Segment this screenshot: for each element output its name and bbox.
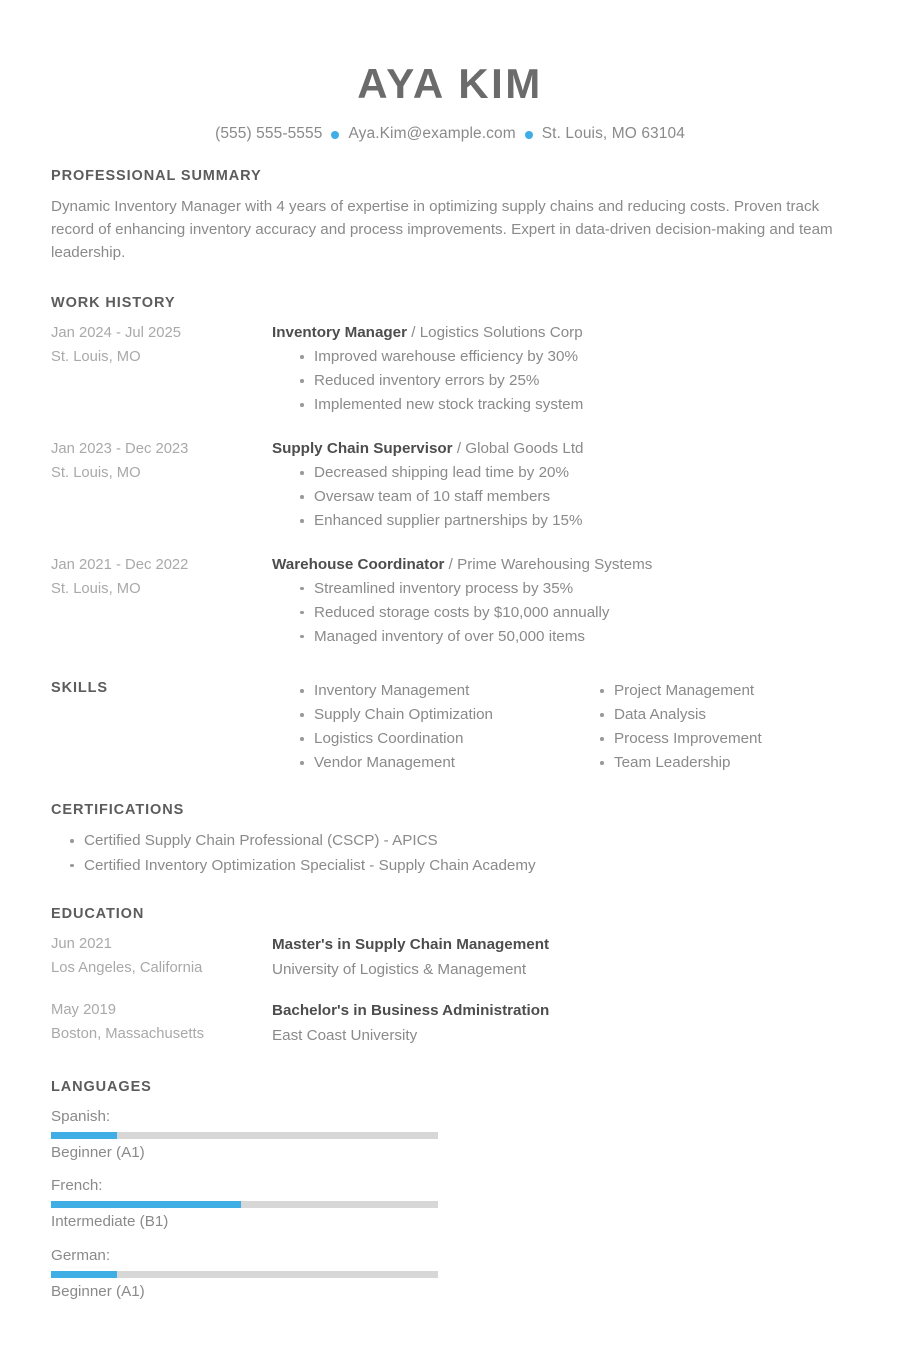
skills-column-right bbox=[572, 679, 872, 775]
language-proficiency-bar bbox=[51, 1201, 438, 1208]
education-entry bbox=[51, 999, 849, 1048]
work-bullet: Improved warehouse efficiency by 30% bbox=[300, 345, 849, 369]
work-dates: Jan 2023 - Dec 2023 bbox=[51, 441, 189, 458]
education-entry-meta bbox=[51, 999, 272, 1048]
skills-columns bbox=[272, 679, 872, 775]
work-separator: / bbox=[407, 324, 420, 342]
education-entry-body bbox=[272, 933, 849, 982]
contact-line bbox=[0, 125, 900, 143]
education-school: East Coast University bbox=[272, 1027, 418, 1045]
work-entry bbox=[51, 322, 849, 417]
work-dates: Jan 2021 - Dec 2022 bbox=[51, 557, 189, 574]
work-position: Inventory Manager bbox=[272, 324, 408, 342]
language-proficiency-bar bbox=[51, 1132, 438, 1139]
skill-item: Inventory Management bbox=[300, 679, 572, 703]
skill-item: Team Leadership bbox=[600, 751, 872, 775]
language-proficiency-fill bbox=[51, 1201, 241, 1208]
section-heading-education: EDUCATION bbox=[51, 906, 145, 923]
work-entry-meta bbox=[51, 322, 272, 417]
work-location: St. Louis, MO bbox=[51, 465, 141, 482]
education-location: Boston, Massachusetts bbox=[51, 1026, 204, 1043]
candidate-name: AYA KIM bbox=[357, 60, 543, 107]
skill-item: Project Management bbox=[600, 679, 872, 703]
skills-row bbox=[51, 679, 849, 775]
work-entry-meta bbox=[51, 554, 272, 649]
work-headline bbox=[272, 322, 849, 345]
language-item bbox=[51, 1245, 451, 1304]
skill-item: Data Analysis bbox=[600, 703, 872, 727]
skills-column-left bbox=[272, 679, 572, 775]
work-bullet: Managed inventory of over 50,000 items bbox=[300, 625, 849, 649]
bullet-separator-icon bbox=[331, 131, 339, 139]
professional-summary-section bbox=[51, 168, 849, 264]
work-company: Prime Warehousing Systems bbox=[457, 556, 653, 574]
education-school: University of Logistics & Management bbox=[272, 960, 527, 978]
work-bullet-list bbox=[272, 577, 849, 649]
work-bullet: Implemented new stock tracking system bbox=[300, 393, 849, 417]
section-heading-certifications: CERTIFICATIONS bbox=[51, 801, 185, 818]
resume-header bbox=[0, 0, 900, 143]
work-bullet: Oversaw team of 10 staff members bbox=[300, 485, 849, 509]
language-name: German: bbox=[51, 1246, 111, 1264]
location: St. Louis, MO 63104 bbox=[541, 125, 685, 143]
language-proficiency-fill bbox=[51, 1271, 117, 1278]
education-entry bbox=[51, 933, 849, 982]
work-position: Warehouse Coordinator bbox=[272, 556, 445, 574]
work-headline bbox=[272, 438, 849, 461]
work-entry bbox=[51, 554, 849, 649]
work-location: St. Louis, MO bbox=[51, 581, 141, 598]
education-date: Jun 2021 bbox=[51, 936, 112, 953]
work-bullet: Decreased shipping lead time by 20% bbox=[300, 461, 849, 485]
certification-item: Certified Inventory Optimization Specialist - Supply Chain Academy bbox=[70, 854, 849, 879]
skills-list-left bbox=[272, 679, 572, 775]
section-heading-skills: SKILLS bbox=[51, 679, 108, 696]
work-entry-meta bbox=[51, 438, 272, 533]
certifications-list bbox=[51, 829, 849, 878]
work-bullet: Reduced storage costs by $10,000 annually bbox=[300, 601, 849, 625]
work-company: Logistics Solutions Corp bbox=[419, 324, 583, 342]
summary-text: Dynamic Inventory Manager with 4 years of expertise in optimizing supply chains and reducing costs. Proven track record of enhancing inventory accuracy and process improvements. Expert in data-driven decision-making and team leadership. bbox=[51, 198, 833, 262]
language-item bbox=[51, 1106, 451, 1165]
languages-grid bbox=[51, 1106, 849, 1315]
work-entry-body bbox=[272, 554, 849, 649]
work-position: Supply Chain Supervisor bbox=[272, 440, 453, 458]
language-name: Spanish: bbox=[51, 1107, 111, 1125]
work-headline bbox=[272, 554, 849, 577]
education-entry-meta bbox=[51, 933, 272, 982]
certifications-section bbox=[51, 802, 849, 878]
resume-content bbox=[0, 168, 900, 1314]
bullet-separator-icon bbox=[525, 131, 533, 139]
work-dates: Jan 2024 - Jul 2025 bbox=[51, 325, 181, 342]
skills-section bbox=[51, 679, 849, 775]
language-name: French: bbox=[51, 1177, 103, 1195]
work-location: St. Louis, MO bbox=[51, 349, 141, 366]
languages-section bbox=[51, 1079, 849, 1315]
skills-list-right bbox=[572, 679, 872, 775]
language-proficiency-bar bbox=[51, 1271, 438, 1278]
work-bullet: Enhanced supplier partnerships by 15% bbox=[300, 509, 849, 533]
section-heading-summary: PROFESSIONAL SUMMARY bbox=[51, 168, 262, 185]
language-proficiency-fill bbox=[51, 1132, 117, 1139]
language-level: Intermediate (B1) bbox=[51, 1213, 169, 1231]
work-bullet: Reduced inventory errors by 25% bbox=[300, 369, 849, 393]
section-heading-work-history: WORK HISTORY bbox=[51, 295, 176, 312]
work-separator: / bbox=[444, 556, 458, 574]
education-date: May 2019 bbox=[51, 1002, 116, 1019]
work-entry bbox=[51, 438, 849, 533]
skill-item: Logistics Coordination bbox=[300, 727, 572, 751]
education-degree: Master's in Supply Chain Management bbox=[272, 936, 550, 954]
language-level: Beginner (A1) bbox=[51, 1143, 145, 1161]
work-bullet-list bbox=[272, 345, 849, 417]
work-history-section bbox=[51, 295, 849, 649]
work-entry-body bbox=[272, 438, 849, 533]
phone-number: (555) 555-5555 bbox=[215, 125, 323, 143]
skill-item: Supply Chain Optimization bbox=[300, 703, 572, 727]
education-location: Los Angeles, California bbox=[51, 960, 203, 977]
work-bullet-list bbox=[272, 461, 849, 533]
work-entry-body bbox=[272, 322, 849, 417]
certification-item: Certified Supply Chain Professional (CSCP) - APICS bbox=[70, 829, 849, 854]
skill-item: Process Improvement bbox=[600, 727, 872, 751]
language-level: Beginner (A1) bbox=[51, 1282, 145, 1300]
education-degree: Bachelor's in Business Administration bbox=[272, 1002, 550, 1020]
education-section bbox=[51, 906, 849, 1049]
education-entry-body bbox=[272, 999, 849, 1048]
skill-item: Vendor Management bbox=[300, 751, 572, 775]
work-separator: / bbox=[452, 440, 466, 458]
section-heading-languages: LANGUAGES bbox=[51, 1078, 152, 1095]
email-address: Aya.Kim@example.com bbox=[348, 125, 516, 143]
language-item bbox=[51, 1175, 451, 1234]
work-company: Global Goods Ltd bbox=[465, 440, 584, 458]
work-bullet: Streamlined inventory process by 35% bbox=[300, 577, 849, 601]
